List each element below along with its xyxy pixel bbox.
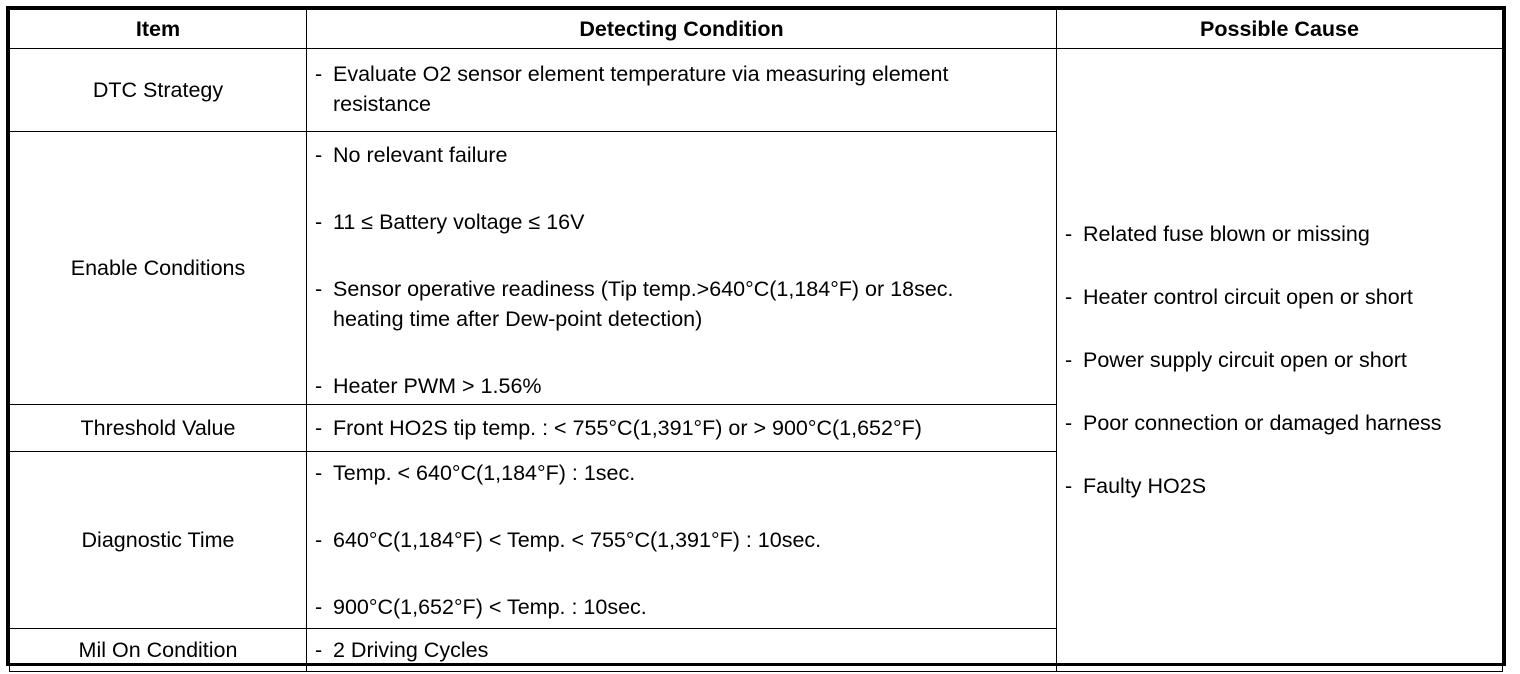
bullet-dash: - [315,461,323,485]
condition-text: 900°C(1,652°F) < Temp. : 10sec. [333,595,647,619]
condition-bullet [315,140,1050,170]
condition-text: 2 Driving Cycles [333,637,489,662]
cause-text: Faulty HO2S [1083,474,1207,499]
condition-bullet [315,635,1050,665]
bullet-dash: - [1065,411,1073,436]
item-threshold-value: Threshold Value [10,405,307,452]
cause-text: Heater control circuit open or short [1083,284,1413,309]
bullet-dash: - [1065,347,1073,372]
condition-text: Sensor operative readiness (Tip temp.>640°C(1,184°F) or 18sec. heating time after Dew-point detection) [333,277,954,332]
condition-threshold-value [307,405,1057,452]
bullet-dash: - [315,595,323,619]
item-dtc-strategy: DTC Strategy [10,49,307,132]
condition-bullet [315,458,1050,488]
cause-text: Poor connection or damaged harness [1083,411,1442,436]
condition-text: Evaluate O2 sensor element temperature via measuring element resistance [333,62,949,117]
condition-text: 11 ≤ Battery voltage ≤ 16V [333,210,585,234]
header-row [10,10,1503,49]
condition-text: No relevant failure [333,143,508,167]
condition-bullet [315,371,1050,401]
condition-bullet [315,274,996,334]
condition-mil-on-condition [307,629,1057,672]
item-enable-conditions: Enable Conditions [10,132,307,405]
condition-text: Heater PWM > 1.56% [333,374,542,398]
dtc-table [9,9,1503,672]
bullet-dash: - [1065,284,1073,309]
table-row-dtc-strategy [10,49,1503,132]
condition-dtc-strategy [307,49,1057,132]
header-item: Item [10,10,307,49]
bullet-dash: - [1065,221,1073,246]
condition-text: Front HO2S tip temp. : < 755°C(1,391°F) or > 900°C(1,652°F) [333,415,922,440]
condition-diagnostic-time [307,452,1057,629]
bullet-dash: - [315,210,323,234]
condition-bullet [315,592,1050,622]
item-diagnostic-time: Diagnostic Time [10,452,307,629]
bullet-dash: - [315,528,323,552]
bullet-dash: - [315,277,323,301]
cause-text: Related fuse blown or missing [1083,221,1370,246]
bullet-dash: - [315,143,323,167]
condition-text: Temp. < 640°C(1,184°F) : 1sec. [333,461,636,485]
cause-item [1065,471,1496,501]
condition-enable-conditions [307,132,1057,405]
cause-item [1065,282,1496,312]
cause-item [1065,345,1496,375]
bullet-dash: - [315,374,323,398]
condition-bullet [315,413,1050,443]
header-possible-cause: Possible Cause [1057,10,1503,49]
cause-item [1065,219,1496,249]
condition-text: 640°C(1,184°F) < Temp. < 755°C(1,391°F) : 10sec. [333,528,822,552]
bullet-dash: - [315,637,323,662]
bullet-dash: - [1065,474,1073,499]
condition-bullet [315,59,1050,119]
dtc-table-frame [6,6,1506,666]
cause-text: Power supply circuit open or short [1083,347,1407,372]
header-detecting-condition: Detecting Condition [307,10,1057,49]
cause-item [1065,408,1496,438]
condition-bullet [315,207,1050,237]
condition-bullet [315,525,1050,555]
bullet-dash: - [315,62,323,86]
possible-cause-cell [1057,49,1503,672]
bullet-dash: - [315,415,323,440]
item-mil-on-condition: Mil On Condition [10,629,307,672]
